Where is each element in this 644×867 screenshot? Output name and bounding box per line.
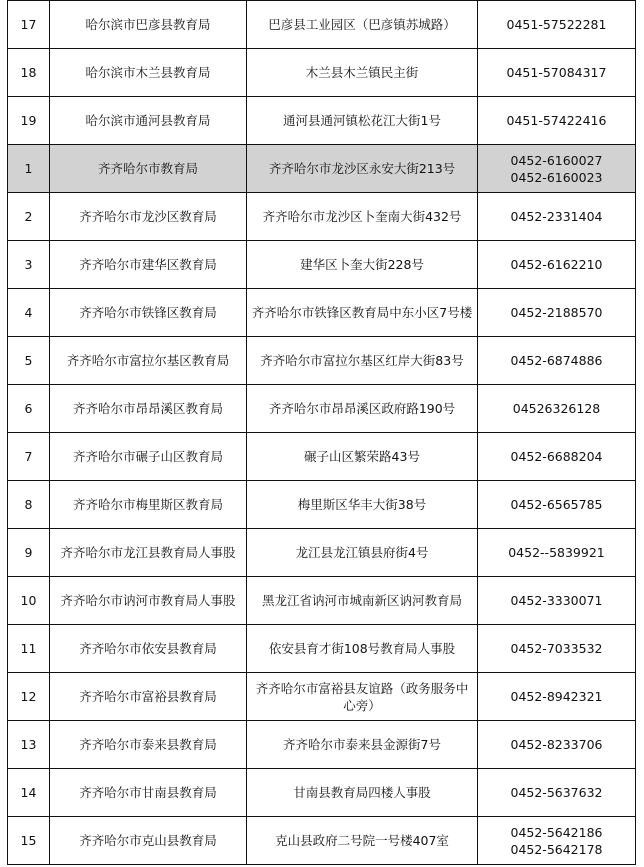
- address-cell: 巴彦县工业园区（巴彦镇苏城路）: [247, 1, 478, 49]
- table-row: [8, 673, 636, 721]
- table-row: [8, 145, 636, 193]
- address-cell: 齐齐哈尔市铁锋区教育局中东小区7号楼: [247, 289, 478, 337]
- row-number-cell: 5: [8, 337, 50, 385]
- bureau-name-cell: 齐齐哈尔市教育局: [50, 145, 247, 193]
- phone-number: 0452-8942321: [510, 689, 603, 704]
- phone-cell: [478, 145, 636, 193]
- table-row: [8, 481, 636, 529]
- row-number-cell: 9: [8, 529, 50, 577]
- bureau-name-cell: 齐齐哈尔市甘南县教育局: [50, 769, 247, 817]
- bureau-name-cell: 齐齐哈尔市龙沙区教育局: [50, 193, 247, 241]
- phone-number: 0452-5642178: [510, 841, 603, 857]
- phone-number: 0452-2331404: [510, 209, 603, 224]
- address-cell: 梅里斯区华丰大街38号: [247, 481, 478, 529]
- bureau-name-cell: 齐齐哈尔市克山县教育局: [50, 817, 247, 865]
- table-row: [8, 97, 636, 145]
- address-cell: 齐齐哈尔市龙沙区永安大街213号: [247, 145, 478, 193]
- row-number-cell: 19: [8, 97, 50, 145]
- bureau-name-cell: 齐齐哈尔市依安县教育局: [50, 625, 247, 673]
- phone-number: 0452-6160027: [510, 152, 603, 168]
- address-cell: 齐齐哈尔市富拉尔基区红岸大街83号: [247, 337, 478, 385]
- bureau-name-cell: 齐齐哈尔市昂昂溪区教育局: [50, 385, 247, 433]
- row-number-cell: 18: [8, 49, 50, 97]
- bureau-name-cell: 齐齐哈尔市泰来县教育局: [50, 721, 247, 769]
- bureau-name-cell: 齐齐哈尔市龙江县教育局人事股: [50, 529, 247, 577]
- address-cell: 依安县育才街108号教育局人事股: [247, 625, 478, 673]
- phone-cell: [478, 193, 636, 241]
- phone-cell: [478, 289, 636, 337]
- row-number-cell: 2: [8, 193, 50, 241]
- phone-cell: [478, 673, 636, 721]
- bureau-contact-table: [7, 0, 636, 865]
- phone-number: 0452-6565785: [510, 497, 603, 512]
- phone-number: 0452-5642186: [510, 824, 603, 840]
- bureau-name-cell: 哈尔滨市通河县教育局: [50, 97, 247, 145]
- phone-number: 0452-6162210: [510, 257, 603, 272]
- row-number-cell: 15: [8, 817, 50, 865]
- phone-number: 0452-6874886: [510, 353, 603, 368]
- phone-cell: [478, 481, 636, 529]
- bureau-name-cell: 齐齐哈尔市建华区教育局: [50, 241, 247, 289]
- address-cell: 甘南县教育局四楼人事股: [247, 769, 478, 817]
- address-cell: 克山县政府二号院一号楼407室: [247, 817, 478, 865]
- phone-number: 0452-2188570: [510, 305, 603, 320]
- phone-number: 0452--5839921: [508, 545, 605, 560]
- address-cell: 木兰县木兰镇民主街: [247, 49, 478, 97]
- bureau-name-cell: 哈尔滨市巴彦县教育局: [50, 1, 247, 49]
- table-row: [8, 721, 636, 769]
- address-cell: 碾子山区繁荣路43号: [247, 433, 478, 481]
- phone-cell: [478, 97, 636, 145]
- row-number-cell: 7: [8, 433, 50, 481]
- row-number-cell: 1: [8, 145, 50, 193]
- bureau-name-cell: 齐齐哈尔市讷河市教育局人事股: [50, 577, 247, 625]
- table-row: [8, 385, 636, 433]
- phone-cell: [478, 625, 636, 673]
- phone-cell: [478, 721, 636, 769]
- phone-number: 0452-7033532: [510, 641, 603, 656]
- address-cell: 齐齐哈尔市泰来县金源街7号: [247, 721, 478, 769]
- row-number-cell: 11: [8, 625, 50, 673]
- address-cell: 龙江县龙江镇县府街4号: [247, 529, 478, 577]
- address-cell: 黑龙江省讷河市城南新区讷河教育局: [247, 577, 478, 625]
- row-number-cell: 17: [8, 1, 50, 49]
- table-row: [8, 1, 636, 49]
- table-body: [8, 1, 636, 865]
- phone-cell: [478, 385, 636, 433]
- phone-number: 0451-57084317: [506, 65, 607, 80]
- phone-cell: [478, 337, 636, 385]
- bureau-name-cell: 哈尔滨市木兰县教育局: [50, 49, 247, 97]
- bureau-name-cell: 齐齐哈尔市梅里斯区教育局: [50, 481, 247, 529]
- row-number-cell: 3: [8, 241, 50, 289]
- phone-cell: [478, 577, 636, 625]
- phone-cell: [478, 529, 636, 577]
- phone-number: 04526326128: [512, 401, 601, 416]
- bureau-name-cell: 齐齐哈尔市富裕县教育局: [50, 673, 247, 721]
- row-number-cell: 13: [8, 721, 50, 769]
- phone-number: 0451-57522281: [506, 17, 607, 32]
- phone-number: 0452-5637632: [510, 785, 603, 800]
- table-row: [8, 337, 636, 385]
- phone-cell: [478, 769, 636, 817]
- table-row: [8, 193, 636, 241]
- phone-number: 0452-3330071: [510, 593, 603, 608]
- phone-number: 0452-6688204: [510, 449, 603, 464]
- table-row: [8, 577, 636, 625]
- row-number-cell: 14: [8, 769, 50, 817]
- table-row: [8, 529, 636, 577]
- phone-number: 0452-8233706: [510, 737, 603, 752]
- row-number-cell: 4: [8, 289, 50, 337]
- address-cell: 通河县通河镇松花江大街1号: [247, 97, 478, 145]
- phone-cell: [478, 433, 636, 481]
- address-cell: 齐齐哈尔市昂昂溪区政府路190号: [247, 385, 478, 433]
- table-row: [8, 49, 636, 97]
- table-row: [8, 817, 636, 865]
- address-cell: 齐齐哈尔市龙沙区卜奎南大街432号: [247, 193, 478, 241]
- row-number-cell: 6: [8, 385, 50, 433]
- phone-cell: [478, 1, 636, 49]
- bureau-name-cell: 齐齐哈尔市铁锋区教育局: [50, 289, 247, 337]
- phone-cell: [478, 49, 636, 97]
- table-row: [8, 289, 636, 337]
- phone-number: 0451-57422416: [506, 113, 607, 128]
- bureau-name-cell: 齐齐哈尔市碾子山区教育局: [50, 433, 247, 481]
- row-number-cell: 8: [8, 481, 50, 529]
- table-row: [8, 769, 636, 817]
- bureau-name-cell: 齐齐哈尔市富拉尔基区教育局: [50, 337, 247, 385]
- table-row: [8, 625, 636, 673]
- table-row: [8, 433, 636, 481]
- row-number-cell: 10: [8, 577, 50, 625]
- phone-number: 0452-6160023: [510, 169, 603, 185]
- address-cell: 齐齐哈尔市富裕县友谊路（政务服务中心旁）: [247, 673, 478, 721]
- address-cell: 建华区卜奎大街228号: [247, 241, 478, 289]
- phone-cell: [478, 241, 636, 289]
- row-number-cell: 12: [8, 673, 50, 721]
- phone-cell: [478, 817, 636, 865]
- table-row: [8, 241, 636, 289]
